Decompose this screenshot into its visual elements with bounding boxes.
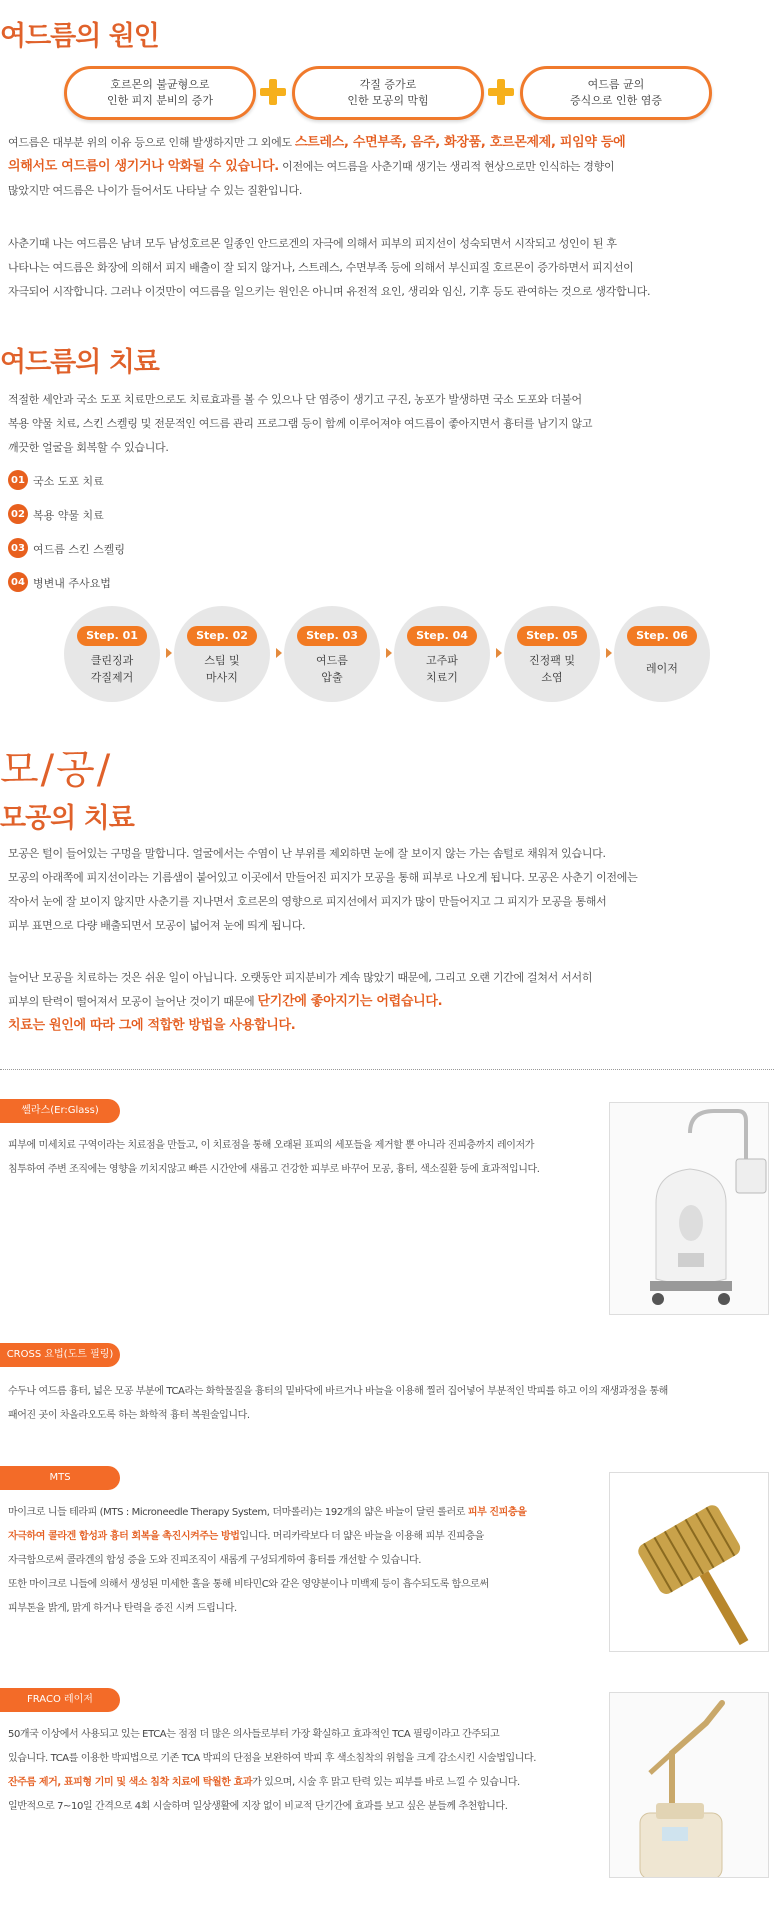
fraco-text-4: 일반적으로 7~10일 간격으로 4회 시술하며 일상생활에 지장 없이 비교적 단기간에 효과를 보고 싶은 분들께 추천합니다. <box>8 1801 508 1812</box>
arrow-right-icon <box>166 648 172 658</box>
step-label <box>284 652 380 686</box>
highlight-text: 스트레스, 수면부족, 음주, 화장품, 호르몬제제, 피임약 등에 <box>294 135 626 150</box>
cause-hormone <box>64 66 256 120</box>
cause-paragraph-2c: 자극되어 시작합니다. 그러나 이것만이 여드름을 일으키는 원인은 아니며 유전적 요인, 생리와 임신, 기후 등도 관여하는 것으로 생각합니다. <box>8 285 651 298</box>
step-label-line2: 마사지 <box>206 671 238 684</box>
treat-item-label: 여드름 스킨 스켈링 <box>33 543 126 556</box>
cause-bacteria <box>520 66 712 120</box>
mts-text-2 <box>8 1525 484 1549</box>
tag-cross: CROSS 요법(도트 필링) <box>0 1343 120 1367</box>
step-badge: Step. 04 <box>407 626 477 646</box>
cause-paragraph-1 <box>8 131 625 155</box>
pore-paragraph-5: 늘어난 모공을 치료하는 것은 쉬운 일이 아닙니다. 오랫동안 피지분비가 계속 많았기 때문에, 그리고 오랜 기간에 걸쳐서 서서히 <box>8 971 593 984</box>
treat-paragraph-2: 복용 약물 치료, 스킨 스켈링 및 전문적인 여드름 관리 프로그램 등이 함께 이루어져야 여드름이 좋아지면서 흉터를 남기지 않고 <box>8 417 593 430</box>
text: 입니다. 머리카락보다 더 얇은 바늘을 이용해 피부 진피층을 <box>239 1531 484 1542</box>
step-badge: Step. 01 <box>77 626 147 646</box>
step-label-line1: 여드름 <box>316 654 348 667</box>
treat-item-label: 국소 도포 치료 <box>33 475 104 488</box>
fraco-laser-device-image <box>609 1692 769 1878</box>
step-label <box>504 652 600 686</box>
step-badge: Step. 05 <box>517 626 587 646</box>
step-6 <box>614 606 710 702</box>
glass-text-1: 피부에 미세치료 구역이라는 치료점을 만들고, 이 치료점을 통해 오래된 표피의 세포들을 제거할 뿐 아니라 진피층까지 레이저가 <box>8 1140 534 1151</box>
pore-paragraph-2: 모공의 아래쪽에 피지선이라는 기름샘이 붙어있고 이곳에서 만들어진 피지가 모공을 통해 피부로 나오게 됩니다. 모공은 사춘기 이전에는 <box>8 871 638 884</box>
step-4 <box>394 606 490 702</box>
plus-icon <box>260 79 286 105</box>
er-glass-device-image <box>609 1102 769 1315</box>
step-badge: Step. 02 <box>187 626 257 646</box>
acne-treat-title: 여드름의 치료 <box>0 347 159 378</box>
fraco-text-1: 50개국 이상에서 사용되고 있는 ETCA는 점점 더 많은 의사들로부터 가장 확실하고 효과적인 TCA 필링이라고 간주되고 <box>8 1729 500 1740</box>
plus-icon <box>488 79 514 105</box>
arrow-right-icon <box>386 648 392 658</box>
step-label <box>64 652 160 686</box>
step-label-line2: 각질제거 <box>90 671 134 684</box>
tag-mts: MTS <box>0 1466 120 1490</box>
text: 피부의 탄력이 떨어져서 모공이 늘어난 것이기 때문에 <box>8 995 258 1008</box>
pore-paragraph-3: 작아서 눈에 잘 보이지 않지만 사춘기를 지나면서 호르몬의 영향으로 피지선에서 피지가 많이 만들어지고 그 피지가 모공을 통해서 <box>8 895 607 908</box>
treat-paragraph-3: 깨끗한 얼굴을 회복할 수 있습니다. <box>8 441 169 454</box>
text: 가 있으며, 시술 후 맑고 탄력 있는 피부를 바로 느낄 수 있습니다. <box>252 1777 520 1788</box>
cause-paragraph-1b <box>8 155 614 179</box>
highlight-text: 의해서도 여드름이 생기거나 악화될 수 있습니다. <box>8 159 279 174</box>
cause-bacteria-line2: 증식으로 인한 염증 <box>569 94 662 107</box>
mts-text-3: 자극함으로써 콜라겐의 합성 증을 도와 진피조직이 새롭게 구성되게하여 흉터를 개선할 수 있습니다. <box>8 1555 422 1566</box>
step-3 <box>284 606 380 702</box>
divider <box>0 1069 774 1070</box>
tag-er-glass: 쎌라스(Er:Glass) <box>0 1099 120 1123</box>
text: 마이크로 니들 테라피 (MTS : Microneedle Therapy System, 더마롤러)는 192개의 얇은 바늘이 달린 롤러로 <box>8 1507 468 1518</box>
step-1 <box>64 606 160 702</box>
step-label-line1: 고주파 <box>426 654 458 667</box>
text: 이전에는 여드름을 사춘기때 생기는 생리적 현상으로만 인식하는 경향이 <box>278 160 615 173</box>
step-badge: Step. 03 <box>297 626 367 646</box>
cause-paragraph-2b: 나타나는 여드름은 화장에 의해서 피지 배출이 잘 되지 않거나, 스트레스, 수면부족 등에 의해서 부신피질 호르몬이 증가하면서 피지선이 <box>8 261 634 274</box>
step-label <box>174 652 270 686</box>
pore-paragraph-4: 피부 표면으로 다량 배출되면서 모공이 넓어져 눈에 띄게 됩니다. <box>8 919 306 932</box>
dermaroller-image <box>609 1472 769 1652</box>
highlight-text: 잔주름 제거, 표피형 기미 및 색소 침착 치료에 탁월한 효과 <box>8 1777 253 1788</box>
cause-bacteria-line1: 여드름 균의 <box>587 78 645 91</box>
fraco-text-2: 있습니다. TCA를 이용한 박피법으로 기존 TCA 박피의 단점을 보완하여 박피 후 색소침착의 위험을 크게 감소시킨 시술법입니다. <box>8 1753 537 1764</box>
highlight-text: 자극하여 콜라겐 합성과 흉터 회복을 촉진시켜주는 방법 <box>8 1531 240 1542</box>
step-label-line1: 스팀 및 <box>204 654 240 667</box>
step-label-line1: 진정팩 및 <box>528 654 575 667</box>
number-badge: 02 <box>8 504 28 524</box>
treat-item-label: 병변내 주사요법 <box>33 577 111 590</box>
pore-treat-title: 모공의 치료 <box>0 803 134 834</box>
highlight-text: 피부 진피층을 <box>467 1507 527 1518</box>
step-label <box>394 652 490 686</box>
arrow-right-icon <box>606 648 612 658</box>
cause-keratin <box>292 66 484 120</box>
treat-item-label: 복용 약물 치료 <box>33 509 104 522</box>
number-badge: 01 <box>8 470 28 490</box>
step-label-line2: 치료기 <box>426 671 458 684</box>
mts-text-5: 피부톤을 밝게, 맑게 하거나 탄력을 증진 시켜 드립니다. <box>8 1603 237 1614</box>
number-badge: 04 <box>8 572 28 592</box>
fraco-text-3 <box>8 1771 520 1795</box>
acne-cause-title: 여드름의 원인 <box>0 21 159 52</box>
step-label: 레이저 <box>646 662 678 675</box>
pore-paragraph-7: 치료는 원인에 따라 그에 적합한 방법을 사용합니다. <box>8 1018 296 1033</box>
glass-text-2: 침투하여 주변 조직에는 영향을 끼치지않고 빠른 시간안에 새롭고 건강한 피부로 바꾸어 모공, 흉터, 색소질환 등에 효과적입니다. <box>8 1164 540 1175</box>
step-5 <box>504 606 600 702</box>
number-badge: 03 <box>8 538 28 558</box>
cross-text-1: 수두나 여드름 흉터, 넓은 모공 부분에 TCA라는 화학물질을 흉터의 밑바닥에 바르거나 바늘을 이용해 찔러 집어넣어 부분적인 박피를 하고 이의 재생과정을 통해 <box>8 1386 668 1397</box>
step-badge: Step. 06 <box>627 626 697 646</box>
pore-big-title: 모/공/ <box>0 747 113 793</box>
mts-text-1 <box>8 1501 526 1525</box>
step-2 <box>174 606 270 702</box>
pore-paragraph-1: 모공은 털이 들어있는 구멍을 말합니다. 얼굴에서는 수염이 난 부위를 제외하면 눈에 잘 보이지 않는 가는 솜털로 채워져 있습니다. <box>8 847 606 860</box>
arrow-right-icon <box>496 648 502 658</box>
cause-hormone-line1: 호르몬의 불균형으로 <box>110 78 210 91</box>
pore-paragraph-6 <box>8 990 442 1014</box>
mts-text-4: 또한 마이크로 니들에 의해서 생성된 미세한 홀을 통해 비타민C와 같은 영양분이나 미백제 등이 흡수되도록 함으로써 <box>8 1579 489 1590</box>
tag-fraco: FRACO 레이저 <box>0 1688 120 1712</box>
treat-paragraph-1: 적절한 세안과 국소 도포 치료만으로도 치료효과를 볼 수 있으나 단 염증이 생기고 구진, 농포가 발생하면 국소 도포와 더불어 <box>8 393 582 406</box>
cause-paragraph-1c: 많았지만 여드름은 나이가 들어서도 나타날 수 있는 질환입니다. <box>8 184 303 197</box>
cause-keratin-line2: 인한 모공의 막힘 <box>347 94 429 107</box>
cause-hormone-line2: 인한 피지 분비의 증가 <box>106 94 214 107</box>
arrow-right-icon <box>276 648 282 658</box>
highlight-text: 단기간에 좋아지기는 어렵습니다. <box>257 994 443 1009</box>
cross-text-2: 패어진 곳이 차올라오도록 하는 화학적 흉터 복원술입니다. <box>8 1410 250 1421</box>
step-label-line1: 클린징과 <box>90 654 134 667</box>
cause-paragraph-2a: 사춘기때 나는 여드름은 남녀 모두 남성호르몬 일종인 안드로겐의 자극에 의해서 피부의 피지선이 성숙되면서 시작되고 성인이 된 후 <box>8 237 617 250</box>
step-label-line2: 압출 <box>321 671 343 684</box>
step-label-line2: 소염 <box>541 671 563 684</box>
cause-keratin-line1: 각질 증가로 <box>359 78 417 91</box>
text: 여드름은 대부분 위의 이유 등으로 인해 발생하지만 그 외에도 <box>8 136 295 149</box>
